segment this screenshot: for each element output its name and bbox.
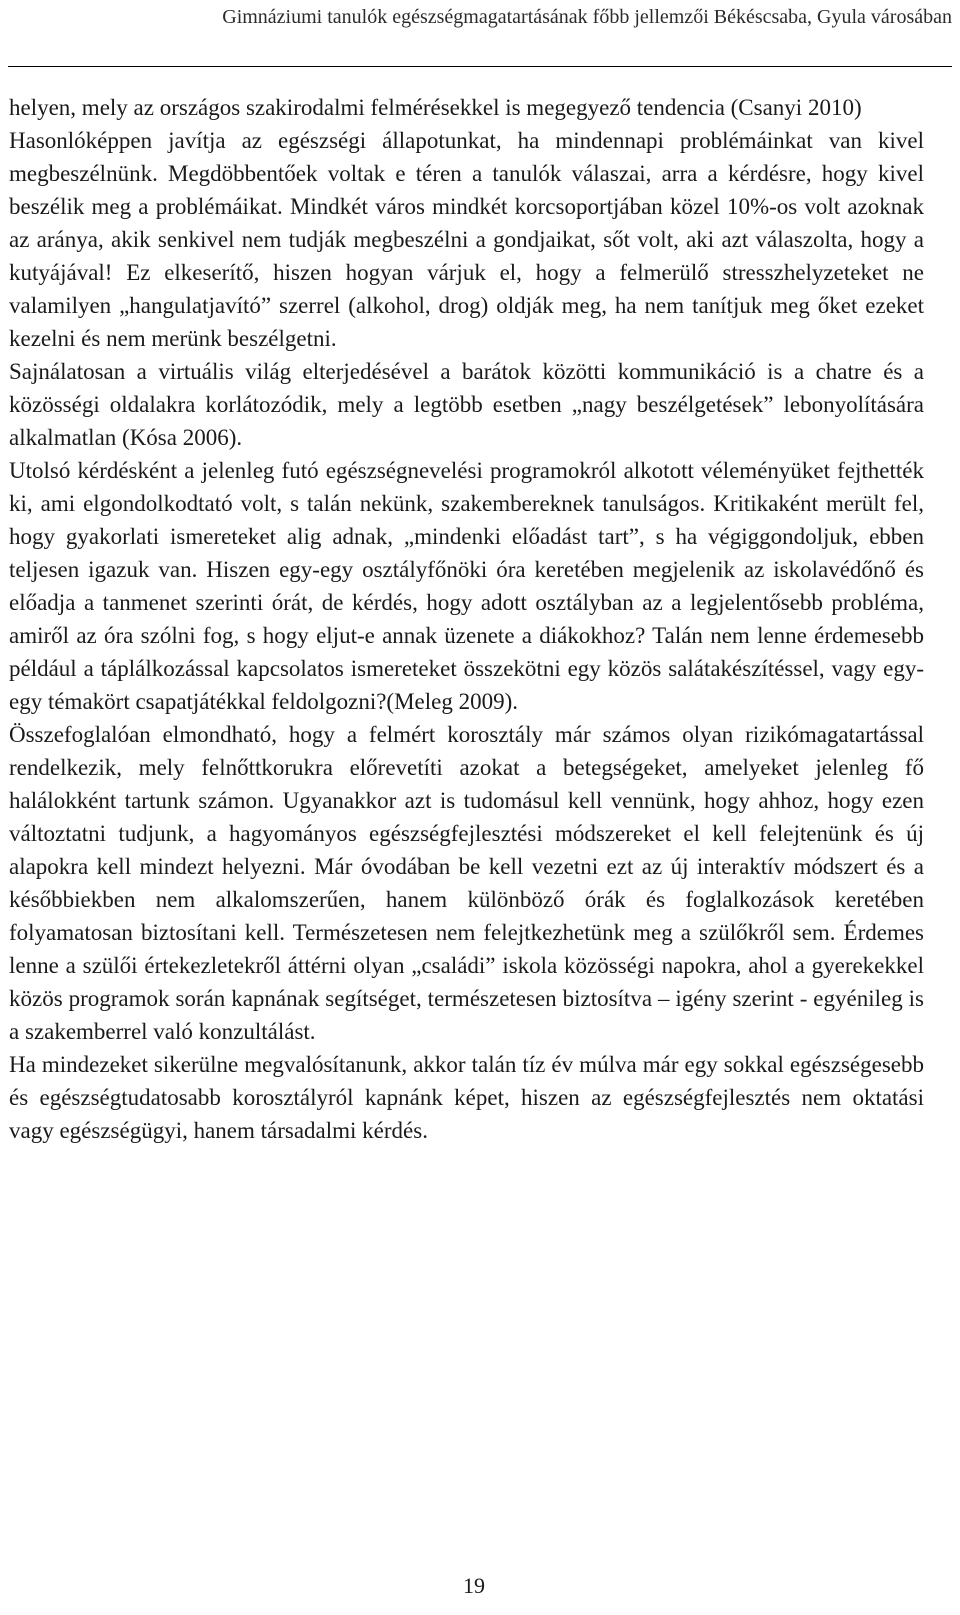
paragraph-virtual-world: Sajnálatosan a virtuális világ elterjedésével a barátok közötti kommunikáció is a chatre és a közösségi oldalakra korlátozódik, mely a legtöbb esetben „nagy beszélgetések” lebonyolítására alkalmatlan (Kósa 2006). (9, 359, 924, 450)
running-header: Gimnáziumi tanulók egészségmagatartásának főbb jellemzői Békéscsaba, Gyula városában (222, 6, 952, 28)
paragraph-continuation: helyen, mely az országos szakirodalmi felmérésekkel is megegyező tendencia (Csanyi 2010) (9, 95, 862, 120)
paragraph-conclusion: Ha mindezeket sikerülne megvalósítanunk, akkor talán tíz év múlva már egy sokkal egészségesebb és egészségtudatosabb korosztályról kapnánk képet, hiszen az egészségfejlesztés nem oktatási vagy egészségügyi, hanem társadalmi kérdés. (9, 1052, 924, 1143)
body-text (9, 91, 924, 1147)
header-rule (8, 66, 952, 67)
paragraph-health-programs: Utolsó kérdésként a jelenleg futó egészségnevelési programokról alkotott véleményüket fejthették ki, ami elgondolkodtató volt, s talán nekünk, szakembereknek tanulságos. Kritikaként merült fel, hogy gyakorlati ismereteket alig adnak, „mindenki előadást tart”, s ha végiggondoljuk, ebben teljesen igazuk van. Hiszen egy-egy osztályfőnöki óra keretében megjelenik az iskolavédőnő és előadja a tanmenet szerinti órát, de kérdés, hogy adott osztályban az a legjelentősebb probléma, amiről az óra szólni fog, s hogy eljut-e annak üzenete a diákokhoz? Talán nem lenne érdemesebb például a táplálkozással kapcsolatos ismereteket összekötni egy közös salátakészítéssel, vagy egy-egy témakört csapatjátékkal feldolgozni?(Meleg 2009). (9, 458, 924, 714)
paragraph-summary: Összefoglalóan elmondható, hogy a felmért korosztály már számos olyan rizikómagatartással rendelkezik, mely felnőttkorukra előrevetíti azokat a betegségeket, amelyeket jelenleg fő halálokként tartunk számon. Ugyanakkor azt is tudomásul kell vennünk, hogy ahhoz, hogy ezen változtatni tudjunk, a hagyományos egészségfejlesztési módszereket el kell felejtenünk és új alapokra kell mindezt helyezni. Már óvodában be kell vezetni ezt az új interaktív módszert és a későbbiekben nem alkalomszerűen, hanem különböző órák és foglalkozások keretében folyamatosan biztosítani kell. Természetesen nem felejtkezhetünk meg a szülőkről sem. Érdemes lenne a szülői értekezletekről áttérni olyan „családi” iskola közösségi napokra, ahol a gyerekekkel közös programok során kapnának segítséget, természetesen biztosítva – igény szerint - egyénileg is a szakemberrel való konzultálást. (9, 722, 924, 1044)
paragraph-problem-discussion: Hasonlóképpen javítja az egészségi állapotunkat, ha mindennapi problémáinkat van kivel megbeszélnünk. Megdöbbentőek voltak e téren a tanulók válaszai, arra a kérdésre, hogy kivel beszélik meg a problémáikat. Mindkét város mindkét korcsoportjában közel 10%-os volt azoknak az aránya, akik senkivel nem tudják megbeszélni a gondjaikat, sőt volt, aki azt válaszolta, hogy a kutyájával! Ez elkeserítő, hiszen hogyan várjuk el, hogy a felmerülő stresszhelyzeteket ne valamilyen „hangulatjavító” szerrel (alkohol, drog) oldják meg, ha nem tanítjuk meg őket ezeket kezelni és nem merünk beszélgetni. (9, 128, 924, 351)
page-number: 19 (463, 1573, 485, 1598)
